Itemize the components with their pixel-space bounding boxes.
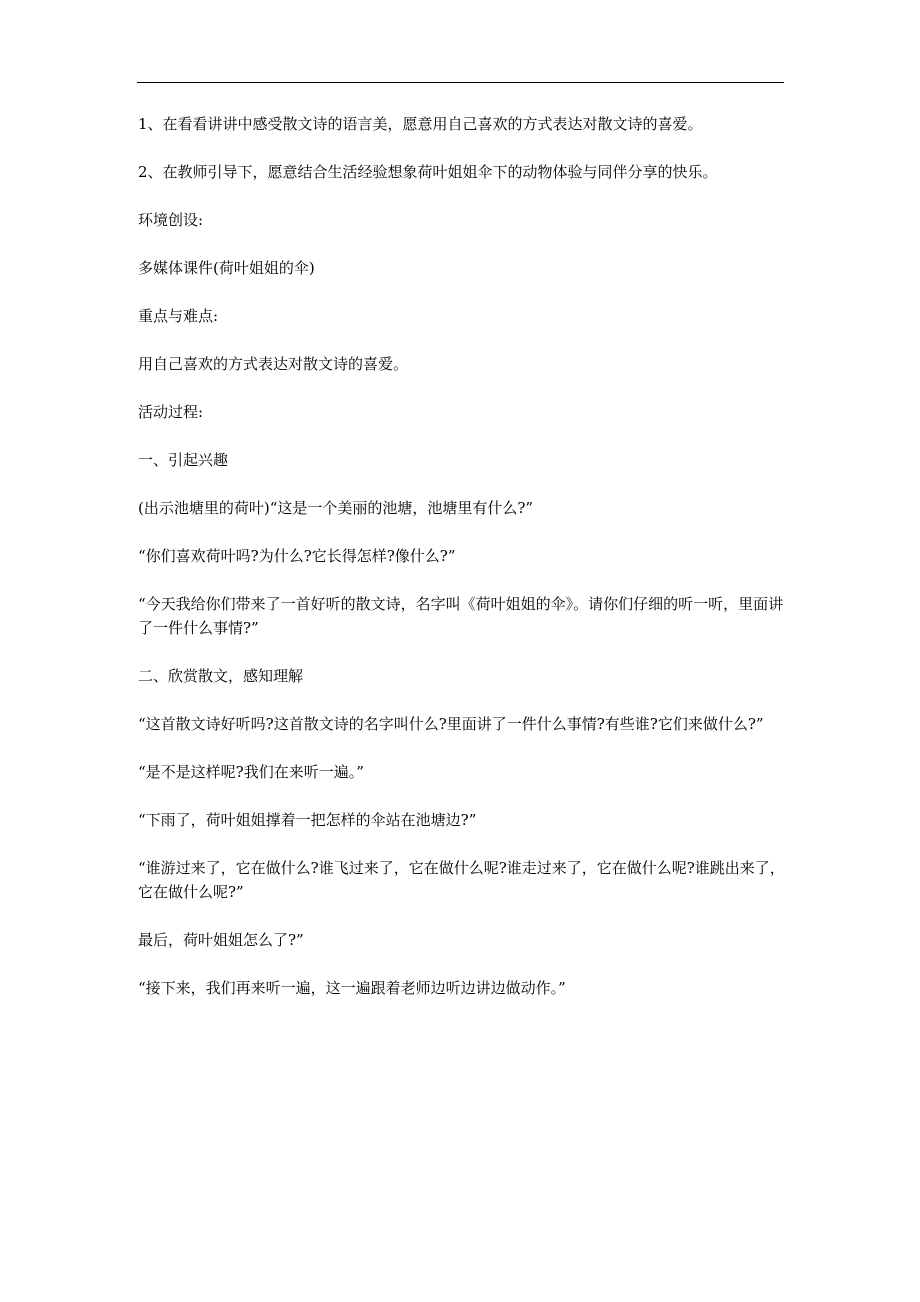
paragraph-key-points: 用自己喜欢的方式表达对散文诗的喜爱。 bbox=[138, 355, 409, 373]
paragraph-step-2-d: “谁游过来了，它在做什么?谁飞过来了，它在做什么呢?谁走过来了，它在做什么呢?谁跳出来了，它在做什么呢?” bbox=[138, 859, 785, 901]
paragraph-step-2-f: “接下来，我们再来听一遍，这一遍跟着老师边听边讲边做动作。” bbox=[138, 979, 566, 997]
paragraph-goal-2: 2、在教师引导下，愿意结合生活经验想象荷叶姐姐伞下的动物体验与同伴分享的快乐。 bbox=[138, 163, 718, 181]
paragraph-step-2-b: “是不是这样呢?我们在来听一遍。” bbox=[138, 763, 364, 781]
heading-process: 活动过程: bbox=[138, 403, 204, 421]
document-body bbox=[138, 112, 786, 1024]
paragraph-step-1-a: (出示池塘里的荷叶)“这是一个美丽的池塘，池塘里有什么?” bbox=[138, 499, 534, 517]
paragraph-step-1-b: “你们喜欢荷叶吗?为什么?它长得怎样?像什么?” bbox=[138, 547, 456, 565]
heading-key-points: 重点与难点: bbox=[138, 307, 219, 325]
paragraph-materials: 多媒体课件(荷叶姐姐的伞) bbox=[138, 259, 315, 277]
heading-environment: 环境创设: bbox=[138, 211, 204, 229]
paragraph-step-1-c: “今天我给你们带来了一首好听的散文诗，名字叫《荷叶姐姐的伞》。请你们仔细的听一听，里面讲了一件什么事情?” bbox=[138, 595, 784, 637]
paragraph-goal-1: 1、在看看讲讲中感受散文诗的语言美，愿意用自己喜欢的方式表达对散文诗的喜爱。 bbox=[138, 115, 703, 133]
paragraph-step-2-e: 最后，荷叶姐姐怎么了?” bbox=[138, 931, 304, 949]
heading-step-1: 一、引起兴趣 bbox=[138, 451, 229, 469]
paragraph-step-2-c: “下雨了，荷叶姐姐撑着一把怎样的伞站在池塘边?” bbox=[138, 811, 477, 829]
heading-step-2: 二、欣赏散文，感知理解 bbox=[138, 667, 304, 685]
header-rule bbox=[137, 82, 784, 83]
paragraph-step-2-a: “这首散文诗好听吗?这首散文诗的名字叫什么?里面讲了一件什么事情?有些谁?它们来做什么?” bbox=[138, 715, 764, 733]
